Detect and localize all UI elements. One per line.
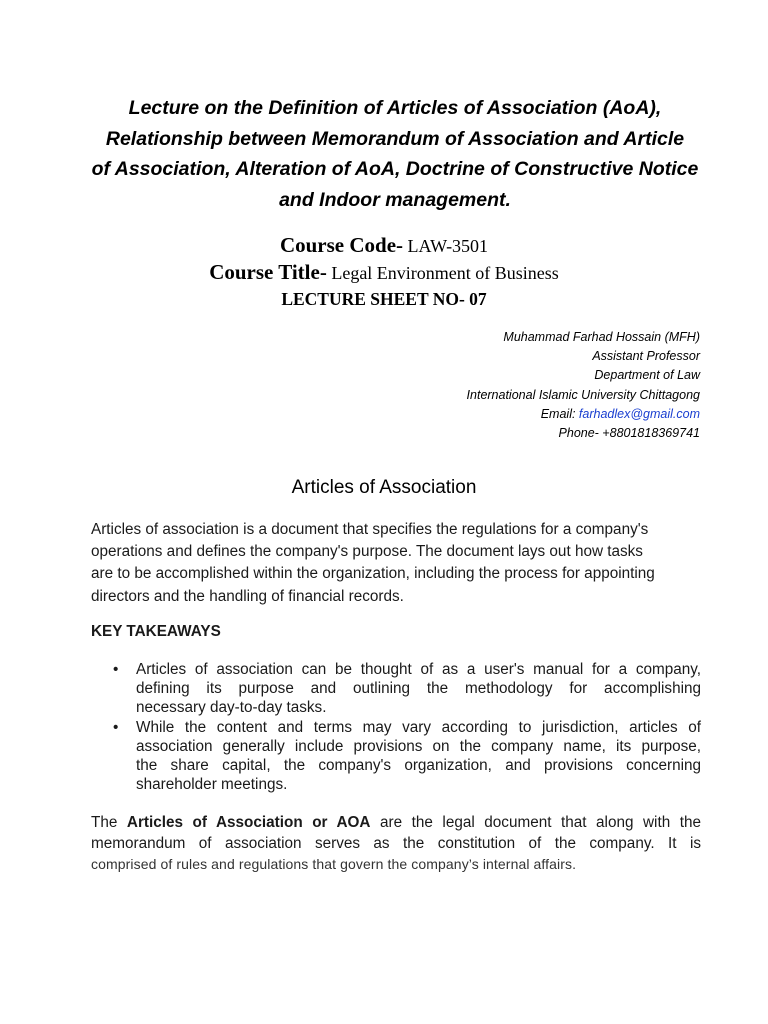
paragraph-line: comprised of rules and regulations that govern the company’s internal affairs.: [91, 856, 577, 872]
list-item-line: shareholder meetings.: [136, 776, 288, 794]
list-item: [91, 660, 701, 718]
paragraph-line: Articles of association is a document that specifies the regulations for a company's: [91, 521, 649, 538]
paragraph-line: are to be accomplished within the organization, including the process for appointing: [91, 565, 655, 583]
closing-prefix: The: [91, 814, 127, 831]
list-item: [91, 718, 701, 795]
title-line: and Indoor management.: [279, 188, 511, 211]
paragraph-line: memorandum of association serves as the constitution of the company. It is: [91, 835, 701, 852]
list-item-line: While the content and terms may vary according to jurisdiction, articles of: [136, 718, 701, 736]
bullet-icon: •: [113, 661, 119, 678]
key-takeaways-heading: KEY TAKEAWAYS: [91, 623, 221, 640]
title-line: Lecture on the Definition of Articles of Association (AoA),: [128, 97, 662, 119]
bullet-icon: •: [113, 718, 119, 736]
course-title-value: Legal Environment of Business: [326, 263, 559, 283]
intro-paragraph: [91, 519, 701, 608]
list-item-line: association generally include provisions on the company name, its purpose,: [136, 737, 701, 755]
course-code: [0, 233, 768, 258]
course-code-value: LAW-3501: [403, 236, 489, 256]
list-item-line: necessary day-to-day tasks.: [136, 699, 327, 717]
list-item-line: Articles of association can be thought of as a user's manual for a company,: [136, 661, 701, 678]
closing-paragraph: [91, 812, 701, 875]
paragraph-line: operations and defines the company's purpose. The document lays out how tasks: [91, 543, 643, 561]
list-item-line: the share capital, the company's organization, and provisions concerning: [136, 757, 701, 775]
lecture-sheet-number: LECTURE SHEET NO- 07: [281, 289, 487, 309]
email-label: Email:: [540, 406, 579, 421]
closing-bold-term: Articles of Association or AOA: [126, 814, 371, 831]
author-block: [467, 328, 700, 443]
author-university: International Islamic University Chittagong: [466, 387, 700, 402]
author-email-row: [467, 405, 700, 424]
list-item-line: defining its purpose and outlining the methodology for accomplishing: [136, 680, 701, 698]
author-position: Assistant Professor: [592, 349, 700, 364]
takeaways-list: [91, 660, 701, 794]
section-heading: Articles of Association: [291, 477, 477, 498]
title-line: Relationship between Memorandum of Association and Article: [105, 127, 685, 150]
author-department: Department of Law: [594, 368, 700, 383]
paragraph-line: directors and the handling of financial records.: [91, 587, 404, 605]
closing-rest: are the legal document that along with the: [370, 814, 702, 831]
email-link[interactable]: farhadlex@gmail.com: [578, 406, 700, 421]
paragraph-line: [91, 812, 701, 833]
author-phone: Phone- +8801818369741: [558, 426, 700, 441]
course-title: [0, 260, 768, 285]
course-title-label: Course Title-: [209, 260, 327, 284]
course-code-label: Course Code-: [279, 233, 404, 257]
title-line: of Association, Alteration of AoA, Doctrine of Constructive Notice: [91, 158, 699, 180]
author-name: Muhammad Farhad Hossain (MFH): [503, 330, 700, 344]
lecture-title: [80, 93, 710, 215]
